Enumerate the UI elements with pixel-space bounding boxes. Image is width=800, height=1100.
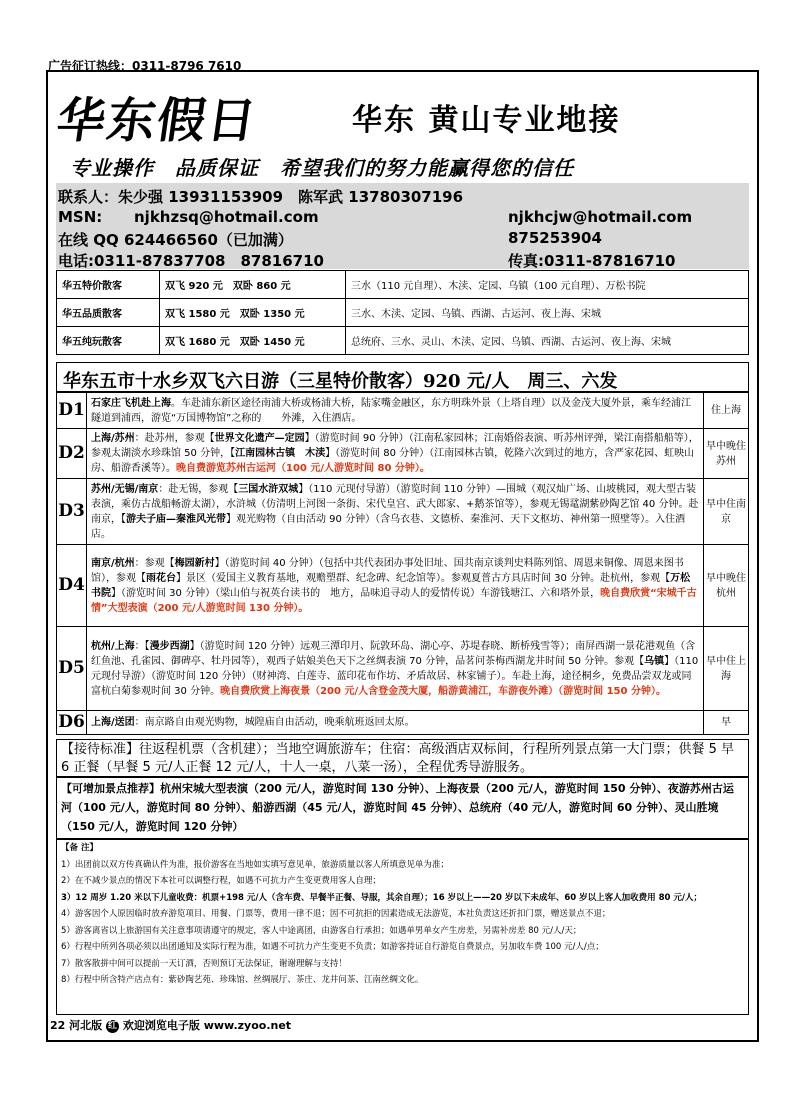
- product-price: [160, 299, 346, 327]
- note-item: 5）游客离省以上旅游国有关注意事项请遵守的规定，客人中途离团，由游客自行承担；如遇单男单女产生房差，另需补房差 80 元/人/天；: [61, 925, 582, 936]
- day-description: 上海/苏州：赴苏州，参观【世界文化遗产—定园】（游览时间 90 分钟）（江南私家园林；江南婚俗表演、听苏州评弹，梁江南搭船船等），参观太湖淡水珍珠馆 50 分钟，【江南园林古镇 木渎】（游览时间 80 分钟）（江南园林古镇，乾隆六次到过的地方，含严家花园、虹映山房、船游香溪等）。晚自费游览苏州古运河（100 元/人游览时间 80 分钟）。: [87, 429, 704, 479]
- product-table: [56, 270, 749, 355]
- day-label: D6: [57, 711, 87, 735]
- footer-text: 欢迎浏览电子版: [122, 1019, 200, 1032]
- ad-hotline: 广告征订热线：0311-8796 7610: [48, 59, 242, 73]
- page-number: 22: [50, 1019, 66, 1032]
- notes-title: 【备 注】: [61, 843, 98, 853]
- day-accommodation: 住上海: [704, 393, 749, 429]
- tour-title: 华东五市十水乡双飞六日游（三星特价散客）920 元/人 周三、六发: [56, 362, 749, 392]
- note-item: 6）行程中所列各项必须以出团通知及实际行程为准，如遇不可抗力产生变更不负责；如游客持证自行游览自费景点，另加收车费 100 元/人/点；: [61, 942, 604, 952]
- price-flight: 双飞 1580 元: [165, 309, 230, 320]
- product-route: 三水（110 元自理）、木渎、定园、乌镇（100 元自理）、万松书院: [346, 271, 749, 299]
- itinerary-row: [57, 479, 749, 545]
- day-label: D3: [57, 479, 87, 545]
- day-label: D4: [57, 545, 87, 627]
- service-slogan: 专业操作 品质保证 希望我们的努力能赢得您的信任: [70, 156, 574, 180]
- note-item: 3）12 周岁 1.20 米以下儿童收费：机票+198 元/人（含车费、早餐半正餐、导服，其余自理）；16 岁以上——20 岁以下未成年、60 岁以上客人加收费用 80 元/人；: [61, 892, 702, 903]
- itinerary-row: [57, 429, 749, 479]
- product-route: 三水、木渎、定园、乌镇、西湖、古运河、夜上海、宋城: [346, 299, 749, 327]
- note-item: 1）出团前以双方传真确认件为准，报价游客在当地如实填写意见单，旅游质量以客人所填意见单为准；: [61, 859, 449, 870]
- product-name: 华五纯玩散客: [57, 327, 160, 355]
- day-label: D5: [57, 627, 87, 711]
- footer-url[interactable]: www.zyoo.net: [203, 1019, 292, 1032]
- qq-account-1: 在线 QQ 624466560（已加满）: [58, 231, 293, 249]
- day-accommodation: 早中住南京: [704, 479, 749, 545]
- day-accommodation: 早中晚住苏州: [704, 429, 749, 479]
- day-description: 石家庄飞机赴上海。车赴浦东新区途径南浦大桥或杨浦大桥，陆家嘴金融区，东方明珠外景（上塔自理）以及金茂大厦外景，乘车经浦江隧道到浦西，游览“万国博物馆”之称的 外滩，入住酒店。: [87, 393, 704, 429]
- notes-section: [56, 839, 749, 1015]
- itinerary-row: [57, 711, 749, 735]
- product-name: 华五特价散客: [57, 271, 160, 299]
- day-accommodation: 早中晚住杭州: [704, 545, 749, 627]
- edition-label: 河北版: [69, 1019, 103, 1032]
- day-accommodation: 早中住上海: [704, 627, 749, 711]
- note-item: 4）游客因个人原因临时放弃游览项目、用餐、门票等，费用一律不退；因不可抗拒的因素造成无法游览，本社负责这还折扣门票，赠送景点不退；: [61, 909, 611, 919]
- day-description: 上海/送团：南京路自由观光购物，城隍庙自由活动，晚乘航班返回太原。: [87, 711, 704, 735]
- itinerary-row: [57, 627, 749, 711]
- day-description: 苏州/无锡/南京：赴无锡，参观【三国水浒双城】（110 元现付导游）（游览时间 110 分钟）—围城（观汉灿广场、山坡桃园，观大型古装表演，乘仿古战船畅游太湖），水浒城（仿清明上河图一条街、宋代皇宫、武大郎家、+鹅茶馆等），参观无锡鼋湖紫砂陶艺馆 40 分钟。赴南京，【游夫子庙—秦淮风光带】观光购物（自由活动 90 分钟）（含乌衣巷、文德桥、秦淮河、天下文枢坊、神州第一照壁等）。入住酒店。: [87, 479, 704, 545]
- product-name: 华五品质散客: [57, 299, 160, 327]
- day-description: 南京/杭州：参观【梅园新村】（游览时间 40 分钟）（包括中共代表团办事处旧址、国共南京谈判史料陈列馆、周恩来铜像、周恩来图书馆），参观【雨花台】景区（爱国主义教育基地，观赡塑群、纪念碑、纪念馆等）。参观夏普古方具店时间 30 分钟。赴杭州，参观【万松书院】（游览时间 30 分钟）（梁山伯与祝英台读书的 地方，品味追寻动人的爱情传说）车游钱塘江、六和塔外景，晚自费欣赏“宋城千古情”大型表演（200 元/人游览时间 130 分钟）。: [87, 545, 704, 627]
- note-item: 7）散客散拼中间可以提前一天订酒，否则预订无法保证，谢谢理解与支持！: [61, 958, 347, 969]
- day-description: 杭州/上海：【漫步西湖】（游览时间 120 分钟）远观三潭印月、阮敦环岛、湖心亭、苏堤春晓、断桥残雪等）；南屏西湖一景花港观鱼（含红鱼池、孔雀园、御碑亭、牡丹园等），观西子姑娘美色天下之丝绸表演 70 分钟，品茗问茶梅西湖龙井时间 50 分钟。参观【乌镇】（110 元现付导游）（游览时间 120 分钟）（财神湾、白莲寺、蓝印花布作坊、矛盾故居、林家铺子）。车赴上海，途径桐乡，免费品尝双龙或同富杭白菊参观时间 30 分钟。晚自费欣赏上海夜景（200 元/人含登金茂大厦，船游黄浦江，车游夜外滩）（游览时间 150 分钟）。: [87, 627, 704, 711]
- product-price: [160, 271, 346, 299]
- phone-number: 电话:0311-87837708 87816710: [58, 252, 324, 270]
- product-route: 总统府、三水、灵山、木渎、定园、乌镇、西湖、古运河、夜上海、宋城: [346, 327, 749, 355]
- msn-account-1[interactable]: njkhzsq@hotmail.com: [134, 208, 319, 226]
- product-row: [57, 299, 749, 327]
- fax-number: 传真:0311-87816710: [508, 252, 676, 270]
- day-label: D1: [57, 393, 87, 429]
- price-train: 双卧 1450 元: [239, 337, 305, 348]
- reception-standard: 【接待标准】往返程机票（含机建）；当地空调旅游车；住宿：高级酒店双标间，行程所列景点第一大门票；供餐 5 早 6 正餐（早餐 5 元/人正餐 12 元/人，十人一桌，八菜一汤），全程优秀导游服务。: [56, 739, 749, 777]
- brand-slogan: 华东 黄山专业地接: [352, 103, 621, 138]
- itinerary-row: [57, 545, 749, 627]
- price-flight: 双飞 1680 元: [165, 337, 230, 348]
- optional-attractions: 【可增加景点推荐】杭州宋城大型表演（200 元/人，游览时间 130 分钟）、上海夜景（200 元/人，游览时间 150 分钟）、夜游苏州古运河（100 元/人，游览时间 80 分钟）、船游西湖（45 元/人，游览时间 45 分钟）、总统府（40 元/人，游览时间 60 分钟）、灵山胜境（150 元/人，游览时间 120 分钟）: [56, 777, 749, 839]
- day-label: D2: [57, 429, 87, 479]
- page-footer: [50, 1017, 291, 1033]
- itinerary-table: [56, 392, 749, 735]
- msn-account-2[interactable]: njkhcjw@hotmail.com: [508, 208, 693, 226]
- day-accommodation: 早: [704, 711, 749, 735]
- itinerary-row: [57, 393, 749, 429]
- price-train: 双卧 860 元: [232, 281, 291, 292]
- price-flight: 双飞 920 元: [165, 281, 223, 292]
- msn-label: MSN:: [58, 208, 103, 226]
- qq-account-2: 875253904: [508, 229, 602, 247]
- contact-persons: 联系人：朱少强 13931153909 陈军武 13780307196: [58, 188, 464, 206]
- product-price: [160, 327, 346, 355]
- brand-title: 华东假日: [53, 93, 262, 149]
- product-row: [57, 327, 749, 355]
- note-item: 2）在不减少景点的情况下本社可以调整行程，如遇不可抗力产生变更费用客人自理；: [61, 876, 381, 886]
- contact-block: [56, 183, 749, 269]
- note-item: 8）行程中所含特产店点有：紫砂陶艺苑、珍珠馆、丝绸展厅、茶庄、龙井问茶、江南丝绸文化。: [61, 975, 424, 985]
- edition-logo-icon: 红: [107, 1020, 117, 1031]
- price-train: 双卧 1350 元: [239, 309, 305, 320]
- product-row: [57, 271, 749, 299]
